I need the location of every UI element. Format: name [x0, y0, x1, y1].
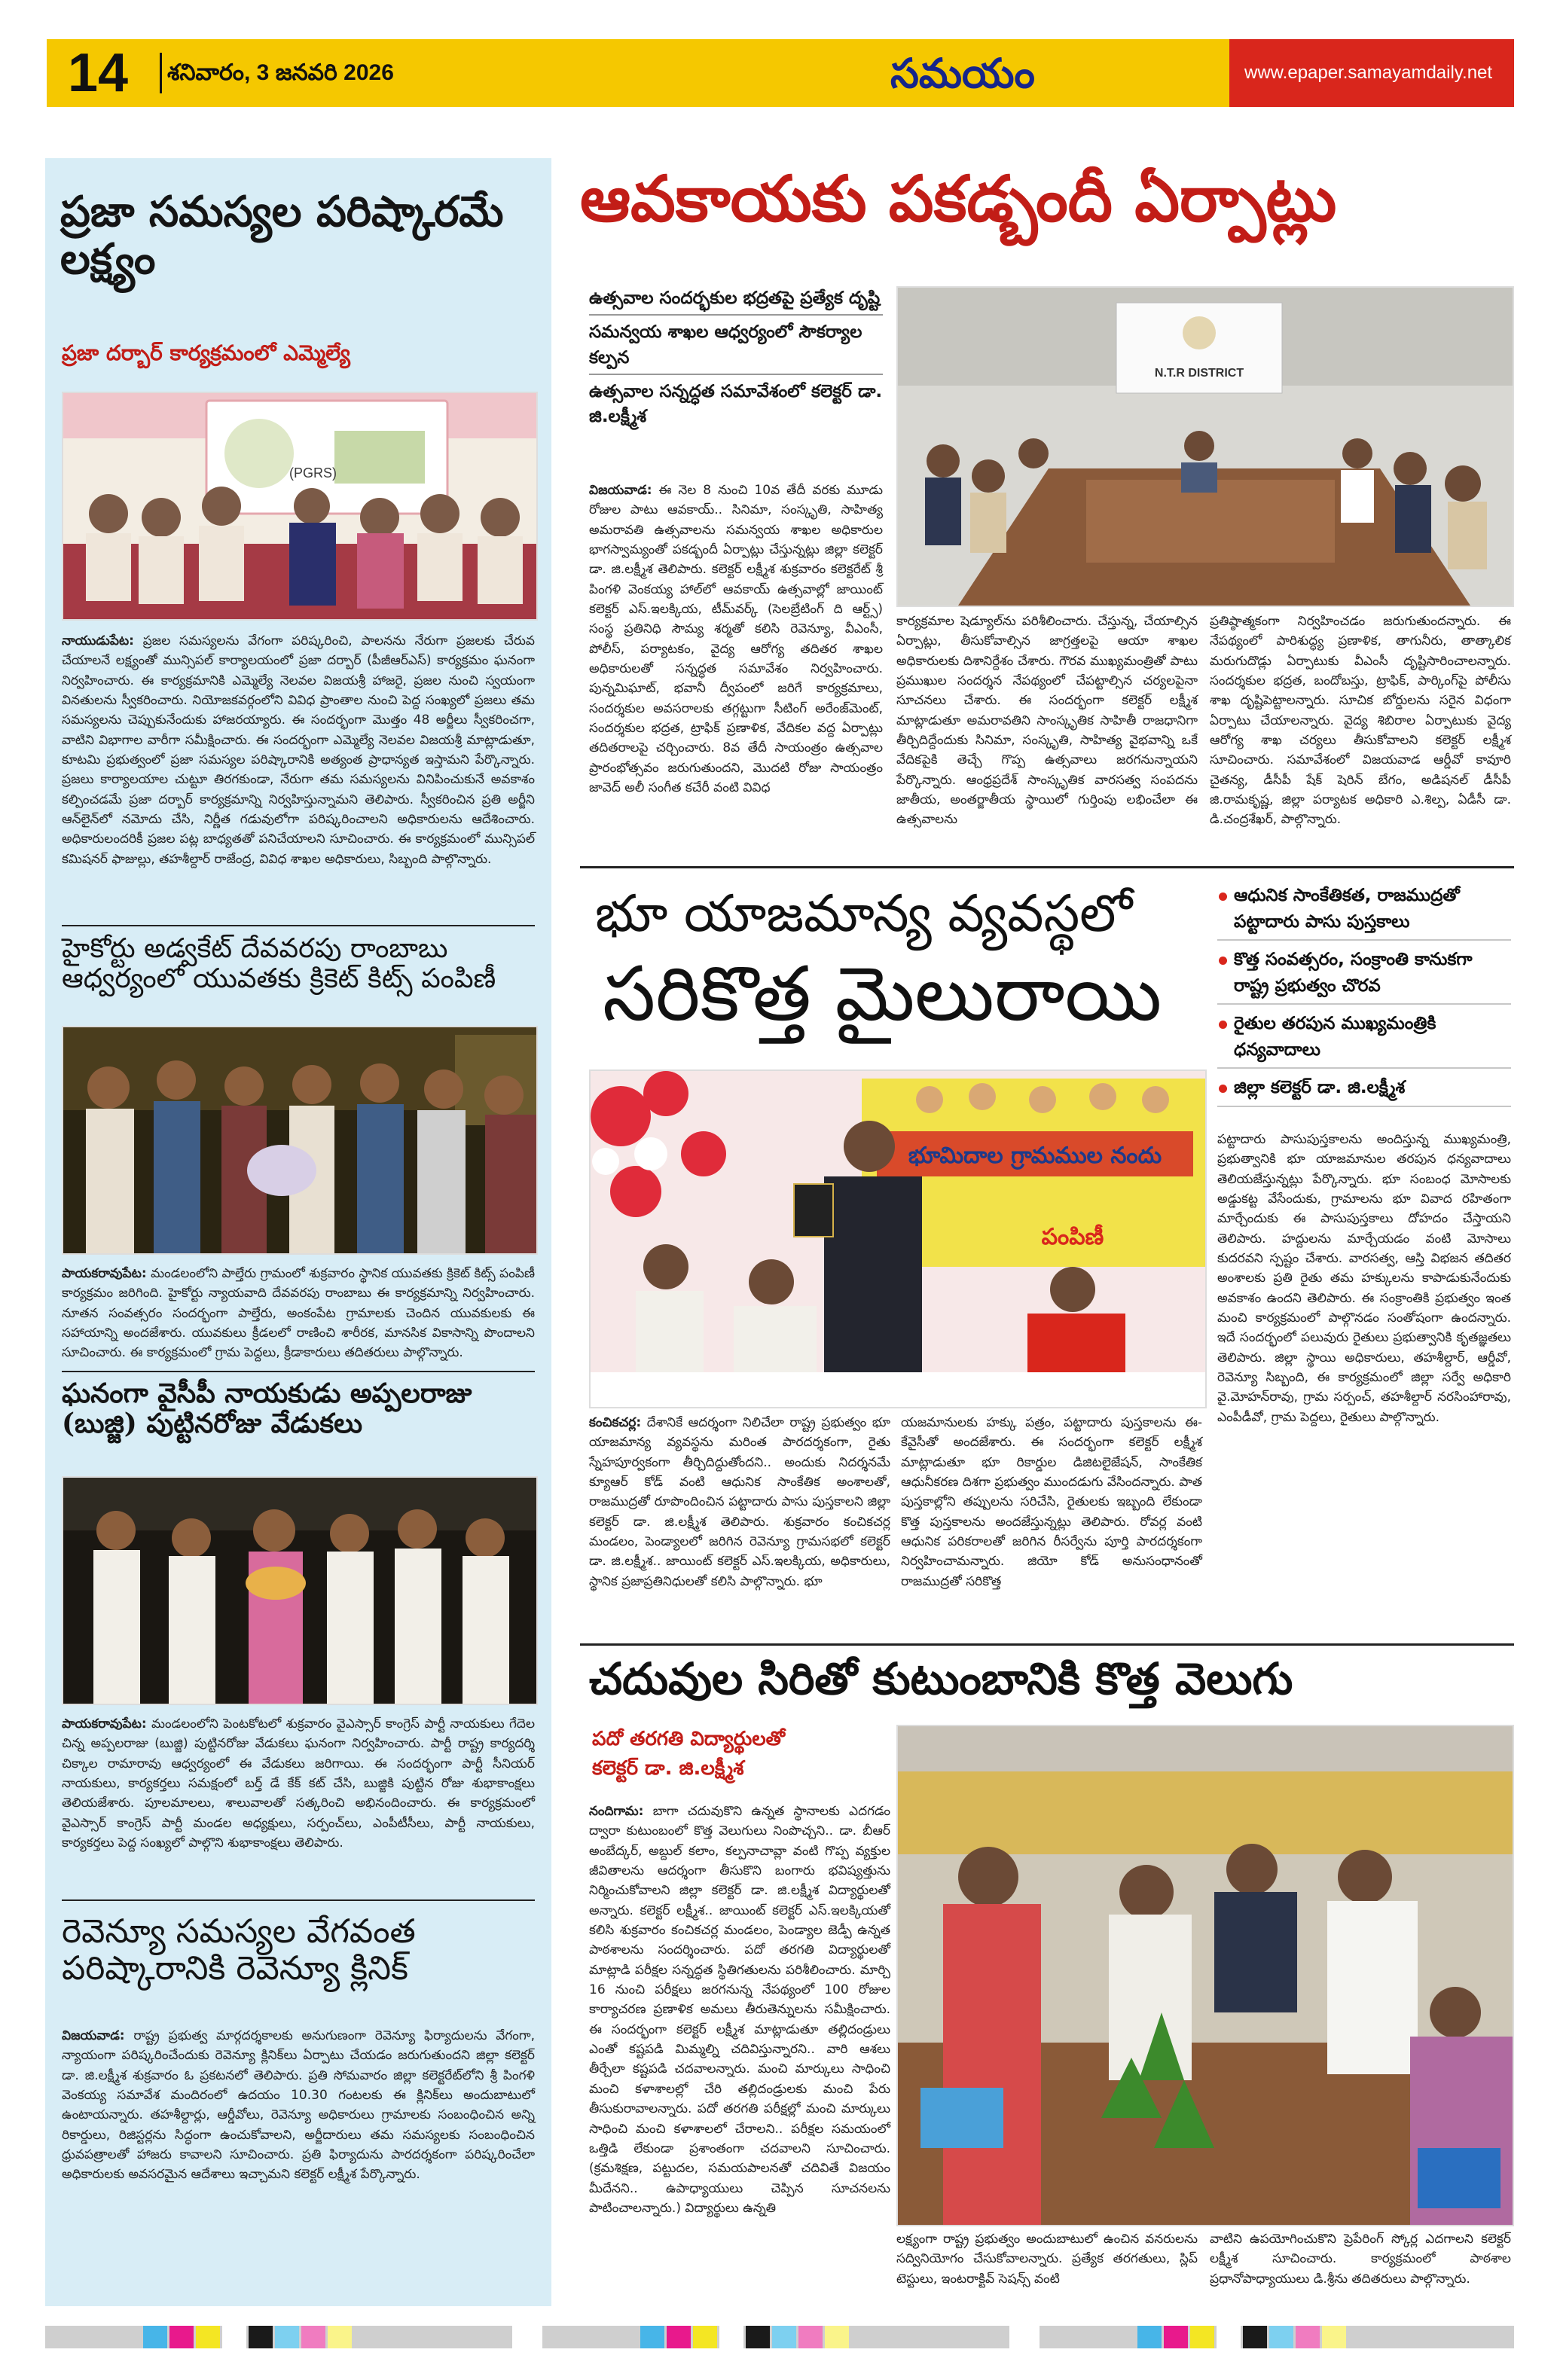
birthday-photo-image — [63, 1478, 536, 1704]
masthead-divider — [160, 53, 162, 93]
bullet-item: జిల్లా కలెక్టర్ డా. జి.లక్ష్మీశ — [1217, 1075, 1511, 1107]
article-3-dateline: పాయకరావుపేట: — [62, 1716, 147, 1732]
article-3-text: మండలంలోని పెంటకోటలో శుక్రవారం వైఎస్సార్ కాంగ్రెస్ పార్టీ నాయకులు గేదెల చిన్న అప్పలరాజు (బుజ్జి) పుట్టినరోజు వేడుకలు ఘనంగా నిర్వహించారు. పార్టీ రాష్ట్ర కార్యదర్శి చిక్కాల రామారావు ఆధ్వర్యంలో ఈ వేడుకలు జరిగాయి. ఈ సందర్భంగా పార్టీ సీనియర్ నాయకులు, కార్యకర్తలు సమక్షంలో బర్త్ డే కేక్ కట్ చేసి, బుజ్జికి పుట్టిన రోజు శుభాకాంక్షలు తెలియజేశారు. పూలమాలలు, శాలువాలతో సత్కరించి అభినందించారు. ఈ కార్యక్రమంలో వైఎస్సార్ కాంగ్రెస్ పార్టీ మండల అధ్యక్షులు, సర్పంచ్‌లు, ఎంపీటీసీలు, పార్టీ నాయకులు, కార్యకర్తలు పెద్ద సంఖ్యలో పాల్గొని శుభాకాంక్షలు తెలిపారు. — [62, 1716, 535, 1851]
article-1-dateline: నాయుడుపేట: — [62, 633, 134, 648]
masthead — [47, 39, 1514, 107]
top-subhead-1: ఉత్సవాల సందర్భకుల భద్రతపై ప్రత్యేక దృష్టి — [589, 286, 883, 316]
top-subhead-3: ఉత్సవాల సన్నద్ధత సమావేశంలో కలెక్టర్ డా. జి.లక్ష్మీశ — [589, 382, 883, 427]
top-story-headline: ఆవకాయకు పకడ్బందీ ఏర్పాట్లు — [580, 161, 1337, 236]
bottom-story-dateline: నందిగామ: — [589, 1804, 644, 1819]
article-2-headline: హైకోర్టు అడ్వకేట్ దేవవరపు రాంబాబు ఆధ్వర్యంలో యువతకు క్రికెట్ కిట్స్ పంపిణీ — [62, 933, 496, 995]
middle-story-dateline: కంచికచర్ల: — [589, 1415, 642, 1430]
article-4-headline: రెవెన్యూ సమస్యల వేగవంత పరిష్కారానికి రెవెన్యూ క్లినిక్ — [62, 1912, 416, 1988]
article-3-body — [62, 1714, 535, 1853]
bottom-subhead-2: కలెక్టర్ డా. జి.లక్ష్మీశ — [592, 1757, 744, 1780]
bullet-item: కొత్త సంవత్సరం, సంక్రాంతి కానుకగా రాష్ట్ర ప్రభుత్వం చొరవ — [1217, 947, 1511, 1005]
article-3-headline: ఘనంగా వైసీపీ నాయకుడు అప్పలరాజు (బుజ్జి) పుట్టినరోజు వేడుకలు — [62, 1378, 472, 1440]
middle-story-col-1 — [589, 1413, 890, 1591]
tree-planting-photo-image — [898, 1726, 1513, 2225]
conference-room-photo-image — [898, 288, 1513, 606]
divider — [62, 925, 535, 926]
bottom-story-col-1 — [589, 1802, 890, 2218]
article-2-text: మండలంలోని పాల్తేరు గ్రామంలో శుక్రవారం స్థానిక యువతకు క్రికెట్ కిట్స్ పంపిణీ కార్యక్రమం జరిగింది. హైకోర్టు న్యాయవాది దేవవరపు రాంబాబు ఈ కార్యక్రమాన్ని నిర్వహించారు. నూతన సంవత్సరం సందర్భంగా పాల్తేరు, అంకంపేట గ్రామాలకు చెందిన యువకులకు ఈ సహాయాన్ని అందజేశారు. యువకులు క్రీడలలో రాణించి శారీరక, మానసిక వికాసాన్ని పొందాలని సూచించారు. ఈ కార్యక్రమంలో గ్రామ పెద్దలు, క్రీడాకారులు తదితరులు పాల్గొన్నారు. — [62, 1266, 535, 1361]
print-registration-strip — [45, 2321, 1514, 2353]
cricket-kits-photo-image — [63, 1027, 536, 1253]
top-subhead-2: సమన్వయ శాఖల ఆధ్వర్యంలో సౌకర్యాల కల్పన — [589, 320, 883, 375]
bottom-story-col-1-text: బాగా చదువుకొని ఉన్నత స్థానాలకు ఎదగడం ద్వారా కుటుంబంలో కొత్త వెలుగులు నింపొచ్చని.. డా. బీఆర్ అంబేద్కర్, అబ్దుల్ కలాం, కల్పనాచావ్లా వంటి గొప్ప వ్యక్తుల జీవితాలను ఆదర్శంగా తీసుకొని బంగారు భవిష్యత్తును నిర్మించుకోవాలని జిల్లా కలెక్టర్ డా. జి.లక్ష్మీశ విద్యార్థులతో అన్నారు. కలెక్టర్ లక్ష్మీశ.. జాయింట్ కలెక్టర్ ఎస్.ఇలక్కియతో కలిసి శుక్రవారం కంచికచర్ల మండలం, పెండ్యాల జెడ్పీ ఉన్నత పాఠశాలను సందర్శించారు. పదో తరగతి విద్యార్థులతో మాట్లాడి పరీక్షల సన్నద్ధత స్థితిగతులను పరిశీలించారు. మార్చి 16 నుంచి పరీక్షలు జరగనున్న నేపథ్యంలో 100 రోజుల కార్యాచరణ ప్రణాళిక అమలు తీరుతెన్నులను సమీక్షించారు. ఈ సందర్భంగా కలెక్టర్ లక్ష్మీశ మాట్లాడుతూ తల్లిదండ్రులు ఎంతో కష్టపడి మిమ్మల్ని చదివిస్తున్నారని.. వారి ఆశలు తీర్చేలా కష్టపడి చదవాలన్నారు. మంచి మార్కులు సాధించి మంచి కళాశాలల్లో చేరి తల్లిదండ్రులకు మంచి పేరు తీసుకురావాలన్నారు. పదో తరగతి పరీక్షల్లో మంచి మార్కులు సాధించి మంచి కళాశాలలో చేరాలని.. పరీక్షల సమయంలో ఒత్తిడి లేకుండా ప్రశాంతంగా చదవాలని సూచించారు. (క్రమశిక్షణ, పట్టుదల, సమయపాలనతో చదివితే విజయం మీదేనని.. ఉపాధ్యాయులు చెప్పిన సూచనలను పాటించాలన్నారు.) విద్యార్థులు ఉన్నతి — [589, 1804, 891, 2216]
middle-story-photo — [589, 1069, 1207, 1408]
article-4-text: రాష్ట్ర ప్రభుత్వ మార్గదర్శకాలకు అనుగుణంగా రెవెన్యూ ఫిర్యాదులను వేగంగా, న్యాయంగా పరిష్కరించేందుకు రెవెన్యూ క్లినిక్‌లు ఏర్పాటు చేయడం జరుగుతుందని జిల్లా కలెక్టర్ డా. జి.లక్ష్మీశ శుక్రవారం ఓ ప్రకటనలో తెలిపారు. ప్రతి సోమవారం జిల్లా కలెక్టరేట్‌లోని శ్రీ పింగళి వెంకయ్య సమావేశ మందిరంలో ఉదయం 10.30 గంటలకు ఈ క్లినిక్‌లు అందుబాటులో ఉంటాయన్నారు. తహశీల్దార్లు, ఆర్డీవోలు, రెవెన్యూ అధికారులు గ్రామాలకు సంబంధించిన అన్ని రికార్డులు, రిజిస్టర్లను సిద్ధంగా ఉంచుకోవాలని, అర్జీదారులు తమ సమస్యలకు సంబంధించిన ధ్రువపత్రాలతో హాజరు కావాలని సూచించారు. ప్రతి ఫిర్యాదును పారదర్శకంగా పరిష్కరించేలా అధికారులకు అవసరమైన ఆదేశాలు ఇచ్చామని కలెక్టర్ లక్ష్మీశ పేర్కొన్నారు. — [62, 2028, 535, 2183]
article-1-headline: ప్రజా సమస్యల పరిష్కారమే లక్ష్యం — [60, 187, 504, 284]
divider — [580, 1643, 1514, 1646]
top-story-photo — [896, 286, 1514, 607]
top-story-col-2: కార్యక్రమాల షెడ్యూల్‌ను పరిశీలించారు. చేస్తున్న, చేయాల్సిన ఏర్పాట్లు, తీసుకోవాల్సిన జాగ్రత్తలపై ఆయా శాఖల అధికారులకు దిశానిర్దేశం చేశారు. గౌరవ ముఖ్యమంత్రితో పాటు ప్రముఖుల సందర్శన నేపథ్యంలో చేపట్టాల్సిన చర్యలపైనా సూచనలు చేశారు. ఈ సందర్భంగా కలెక్టర్ లక్ష్మీశ మాట్లాడుతూ అమరావతిని సాంస్కృతిక సాహితీ రాజధానిగా తీర్చిదిద్దేందుకు సినిమా, సంస్కృతి, సాహిత్య వైభవాన్ని ఒకే వేదికపైకి తెచ్చే గొప్ప ఉత్సవాలు జరగనున్నాయని పేర్కొన్నారు. ఆంధ్రప్రదేశ్ సాంస్కృతిక వారసత్వ సంపదను జాతీయ, అంతర్జాతీయ స్థాయిలో గుర్తింపు లభించేలా ఈ ఉత్సవాలను — [896, 614, 1198, 828]
bottom-story-subhead — [592, 1725, 908, 1783]
top-story-col-3: ప్రతిష్ఠాత్మకంగా నిర్వహించడం జరుగుతుందన్నారు. ఈ నేపథ్యంలో పారిశుద్ధ్య ప్రణాళిక, తాగునీరు, తాత్కాలిక మరుగుదొడ్లు ఏర్పాటుకు వీఎంసీ దృష్టిసారించాలన్నారు. సందర్శకుల భద్రత, బందోబస్తు, ట్రాఫిక్, పార్కింగ్‌పై పోలీసు శాఖ దృష్టిపెట్టాలన్నారు. సూచిక బోర్డులను సరైన విధంగా ఏర్పాటు చేయాలన్నారు. వైద్య శిబిరాల ఏర్పాటుకు వైద్య ఆరోగ్య శాఖ చర్యలు తీసుకోవాలని కలెక్టర్ లక్ష్మీశ సూచించారు. సమావేశంలో విజయవాడ ఆర్డీవో కావూరి చైతన్య, డీసీపీ షేక్ షెరిన్ బేగం, అడిషనల్ డీసీపీ జి.రామకృష్ణ, జిల్లా పర్యాటక అధికారి ఎ.శిల్ప, ఏడీసీ డా. డి.చంద్రశేఖర్, పాల్గొన్నారు. — [1210, 614, 1511, 828]
bottom-story-caption-right: వాటిని ఉపయోగించుకొని ప్రెపేరింగ్ స్కోర్ల ఎదగాలని కలెక్టర్ లక్ష్మీశ సూచించారు. కార్యక్రమంలో పాఠశాల ప్రధానోపాధ్యాయులు డి.శ్రీను తదితరులు పాల్గొన్నారు. — [1210, 2232, 1511, 2287]
divider — [62, 1899, 535, 1901]
middle-story-col-2: యజమానులకు హక్కు పత్రం, పట్టాదారు పుస్తకాలను ఈ-కేవైసీతో అందజేశారు. ఈ సందర్భంగా కలెక్టర్ లక్ష్మీశ మాట్లాడుతూ భూ రికార్డుల డిజిటలైజేషన్, సాంకేతిక ఆధునీకరణ దిశగా ప్రభుత్వం ముందడుగు వేసిందన్నారు. పాత పుస్తకాల్లోని తప్పులను సరిచేసి, రైతులకు ఇబ్బంది లేకుండా కొత్త పుస్తకాలను అందజేస్తున్నట్లు తెలిపారు. రోవర్ల వంటి ఆధునిక పరికరాలతో జరిగిన రీసర్వేను పూర్తి పారదర్శకంగా నిర్వహించామన్నారు. జియో కోడ్ అనుసంధానంతో రాజముద్రతో సరికొత్త — [901, 1415, 1202, 1589]
passbook-distribution-photo-image — [591, 1071, 1205, 1407]
bottom-subhead-1: పదో తరగతి విద్యార్థులతో — [592, 1728, 786, 1750]
article-2-body — [62, 1264, 535, 1363]
article-3-photo — [62, 1476, 538, 1705]
bottom-story-photo — [896, 1725, 1514, 2226]
issue-date: శనివారం, 3 జనవరి 2026 — [167, 60, 394, 85]
top-story-dateline: విజయవాడ: — [589, 483, 652, 498]
ntr-district-sign: N.T.R DISTRICT — [1154, 367, 1244, 380]
article-4-dateline: విజయవాడ: — [62, 2028, 125, 2043]
brand-logo: సమయం — [890, 49, 1035, 97]
article-1-photo — [62, 392, 538, 621]
bottom-story-headline: చదువుల సిరితో కుటుంబానికి కొత్త వెలుగు — [589, 1653, 1293, 1704]
middle-story-headline-line-2: సరికొత్త మైలురాయి — [603, 950, 1162, 1038]
photo-banner-text-2: పంపిణీ — [1041, 1224, 1104, 1250]
middle-story-bullets — [1217, 883, 1511, 1113]
article-2-dateline: పాయకరావుపేట: — [62, 1266, 147, 1281]
article-1-body — [62, 631, 535, 869]
epaper-url[interactable]: www.epaper.samayamdaily.net — [1244, 63, 1493, 83]
article-1-subhead: ప్రజా దర్బార్ కార్యక్రమంలో ఎమ్మెల్యే — [62, 340, 350, 365]
top-story-subheads — [589, 286, 883, 430]
bullet-item: ఆధునిక సాంకేతికత, రాజముద్రతో పట్టాదారు పాసు పుస్తకాలు — [1217, 883, 1511, 941]
divider — [580, 866, 1514, 868]
article-1-text: ప్రజల సమస్యలను వేగంగా పరిష్కరించి, పాలనను నేరుగా ప్రజలకు చేరువ చేయాలనే లక్ష్యంతో మున్సిపల్ కార్యాలయంలో ప్రజా దర్బార్ (పీజీఆర్ఎస్) కార్యక్రమం ఘనంగా నిర్వహించారు. ఈ కార్యక్రమానికి ఎమ్మెల్యే నెలవల విజయశ్రీ హాజరై, ప్రజల నుంచి స్వయంగా వినతులను స్వీకరించారు. నియోజకవర్గంలోని వివిధ ప్రాంతాల నుంచి పెద్ద సంఖ్యలో ప్రజలు తమ సమస్యలను చెప్పుకునేందుకు హాజరయ్యారు. ఈ సందర్భంగా మొత్తం 48 అర్జీలు స్వీకరించగా, వాటిని విభాగాల వారీగా సమీక్షించారు. ఈ సందర్భంగా ఎమ్మెల్యే నెలవల విజయశ్రీ మాట్లాడుతూ, కూటమి ప్రభుత్వంలో ప్రజా సమస్యల పరిష్కారానికి అత్యంత ప్రాధాన్యత ఇస్తామని పేర్కొన్నారు. ప్రజలు కార్యాలయాల చుట్టూ తిరగకుండా, నేరుగా తమ సమస్యలను వినిపించుకునే అవకాశం కల్పించడమే ప్రజా దర్బార్ కార్యక్రమాన్ని నిర్వహిస్తున్నామని తెలిపారు. స్వీకరించిన ప్రతి అర్జీని ఆన్‌లైన్‌లో నమోదు చేసి, నిర్ణీత గడువులోగా పరిష్కరించాలని అధికారులను ఆదేశించారు. అధికారులందరికీ ప్రజల పట్ల బాధ్యతతో పనిచేయాలని సూచించారు. ఈ కార్యక్రమంలో మున్సిపల్ కమిషనర్ ఫాజుల్లు, తహశీల్దార్ రాజేంద్ర, వివిధ శాఖల అధికారులు, సిబ్బంది పాల్గొన్నారు. — [62, 633, 536, 867]
middle-story-headline-line-1: భూ యాజమాన్య వ్యవస్థలో — [595, 884, 1133, 944]
article-4-body — [62, 2026, 535, 2185]
page-number: 14 — [47, 39, 149, 107]
middle-story-col-3: పట్టాదారు పాసుపుస్తకాలను అందిస్తున్న ముఖ్యమంత్రి, ప్రభుత్వానికి భూ యాజమానుల తరపున ధన్యవాదాలు తెలియజేస్తున్నట్లు పేర్కొన్నారు. భూ సంబంధ మోసాలకు అడ్డుకట్ట వేసేందుకు, గ్రామాలను భూ వివాద రహితంగా మార్చేందుకు ఈ పాసుపుస్తకాలు దోహదం చేస్తాయని తెలిపారు. హద్దులను మార్చేయడం వంటి మోసాలు కుదరవని స్పష్టం చేశారు. వారసత్వ, ఆస్తి విభజన తదితర అంశాలకు ప్రతి రైతు తమ హక్కులను కాపాడుకునేందుకు అవకాశం ఉందని తెలిపారు. ఈ సంక్రాంతికి ప్రభుత్వం ఇంత మంచి కార్యక్రమంలో పాల్గొనడం సంతోషంగా ఉందన్నారు. ఇదే సందర్భంలో పలువురు రైతులు ప్రభుత్వానికి కృతజ్ఞతలు తెలిపారు. జిల్లా స్థాయి అధికారులు, తహశీల్దార్, ఆర్డీవో, రెవెన్యూ సిబ్బంది, ఈ కార్యక్రమంలో జిల్లా సర్వే అధికారి వై.మోహన్‌రావు, గ్రామ సర్పంచ్, తహశీల్దార్ నరసింహారావు, ఎంపీడీవో, గ్రామ పెద్దలు, రైతులు పాల్గొన్నారు. — [1217, 1132, 1511, 1425]
top-story-col-1 — [589, 481, 883, 798]
divider — [62, 1371, 535, 1372]
middle-story-col-1-text: దేశానికే ఆదర్శంగా నిలిచేలా రాష్ట్ర ప్రభుత్వం భూ యాజమాన్య వ్యవస్థను మరింత పారదర్శకంగా, రైతు స్నేహపూర్వకంగా తీర్చిదిద్దుతోందని.. అందుకు నిదర్శనమే క్యూఆర్ కోడ్ వంటి ఆధునిక సాంకేతిక అంశాలతో, రాజముద్రతో రూపొందించిన పట్టాదారు పాసు పుస్తకాలని జిల్లా కలెక్టర్ డా. జి.లక్ష్మీశ తెలిపారు. శుక్రవారం కంచికచర్ల మండలం, పెండ్యాలలో జరిగిన రెవెన్యూ గ్రామసభలో కలెక్టర్ డా. జి.లక్ష్మీశ.. జాయింట్ కలెక్టర్ ఎస్.ఇలక్కియ, అధికారులు, స్థానిక ప్రజాప్రతినిధులతో కలిసి పాల్గొన్నారు. భూ — [589, 1415, 890, 1589]
top-story-col-1-text: ఈ నెల 8 నుంచి 10వ తేదీ వరకు మూడు రోజుల పాటు ఆవకాయ్.. సినిమా, సంస్కృతి, సాహిత్య అమరావతి ఉత్సవాలను సమన్వయ శాఖల అధికారుల భాగస్వామ్యంతో పకడ్బందీ ఏర్పాట్లు చేస్తున్నట్లు జిల్లా కలెక్టర్ డా. జి.లక్ష్మీశ తెలిపారు. కలెక్టర్ లక్ష్మీశ శుక్రవారం కలెక్టరేట్ శ్రీ పింగళి వెంకయ్య హాల్‌లో ఆవకాయ్ ఉత్సవాల్లో జాయింట్ కలెక్టర్ ఎస్.ఇలక్కియ, టీమ్‌వర్క్ (సెలబ్రేటింగ్ ది ఆర్ట్స్) సంస్థ ప్రతినిధి సౌమ్య శర్మతో కలిసి రెవెన్యూ, వీఎంసీ, పోలీస్, పర్యాటకం, వైద్య ఆరోగ్య తదితర శాఖల అధికారులతో సన్నద్ధత సమావేశం నిర్వహించారు. పున్నమిఘాట్, భవానీ ద్వీపంలో జరిగే కార్యక్రమాలు, సందర్శకుల అవసరాలకు తగ్గట్టుగా సీటింగ్ అరేంజ్‌మెంట్, సందర్శకుల భద్రత, ట్రాఫిక్ ప్రణాళిక, వేదికల వద్ద ఏర్పాట్లు తదితరాలపై చర్చించారు. 8వ తేదీ సాయంత్రం ఉత్సవాల ప్రారంభోత్సవం జరుగుతుందని, మొదటి రోజు సాయంత్రం జావెద్ అలీ సంగీత కచేరీ వంటి వివిధ — [589, 483, 883, 796]
registration-marks — [45, 2321, 1514, 2353]
photo-banner-text: భూమిదాల గ్రామముల నందు — [908, 1143, 1162, 1169]
pgrs-banner-text: (PGRS) — [289, 465, 337, 481]
bullet-item: రైతుల తరపున ముఖ్యమంత్రికి ధన్యవాదాలు — [1217, 1011, 1511, 1069]
article-2-photo — [62, 1026, 538, 1255]
bottom-story-caption-left: లక్ష్యంగా రాష్ట్ర ప్రభుత్వం అందుబాటులో ఉంచిన వనరులను సద్వినియోగం చేసుకోవాలన్నారు. ప్రత్యేక తరగతులు, స్లిప్ టెస్టులు, ఇంటరాక్టివ్ సెషన్స్ వంటి — [896, 2232, 1198, 2287]
meeting-photo-image — [63, 393, 536, 619]
